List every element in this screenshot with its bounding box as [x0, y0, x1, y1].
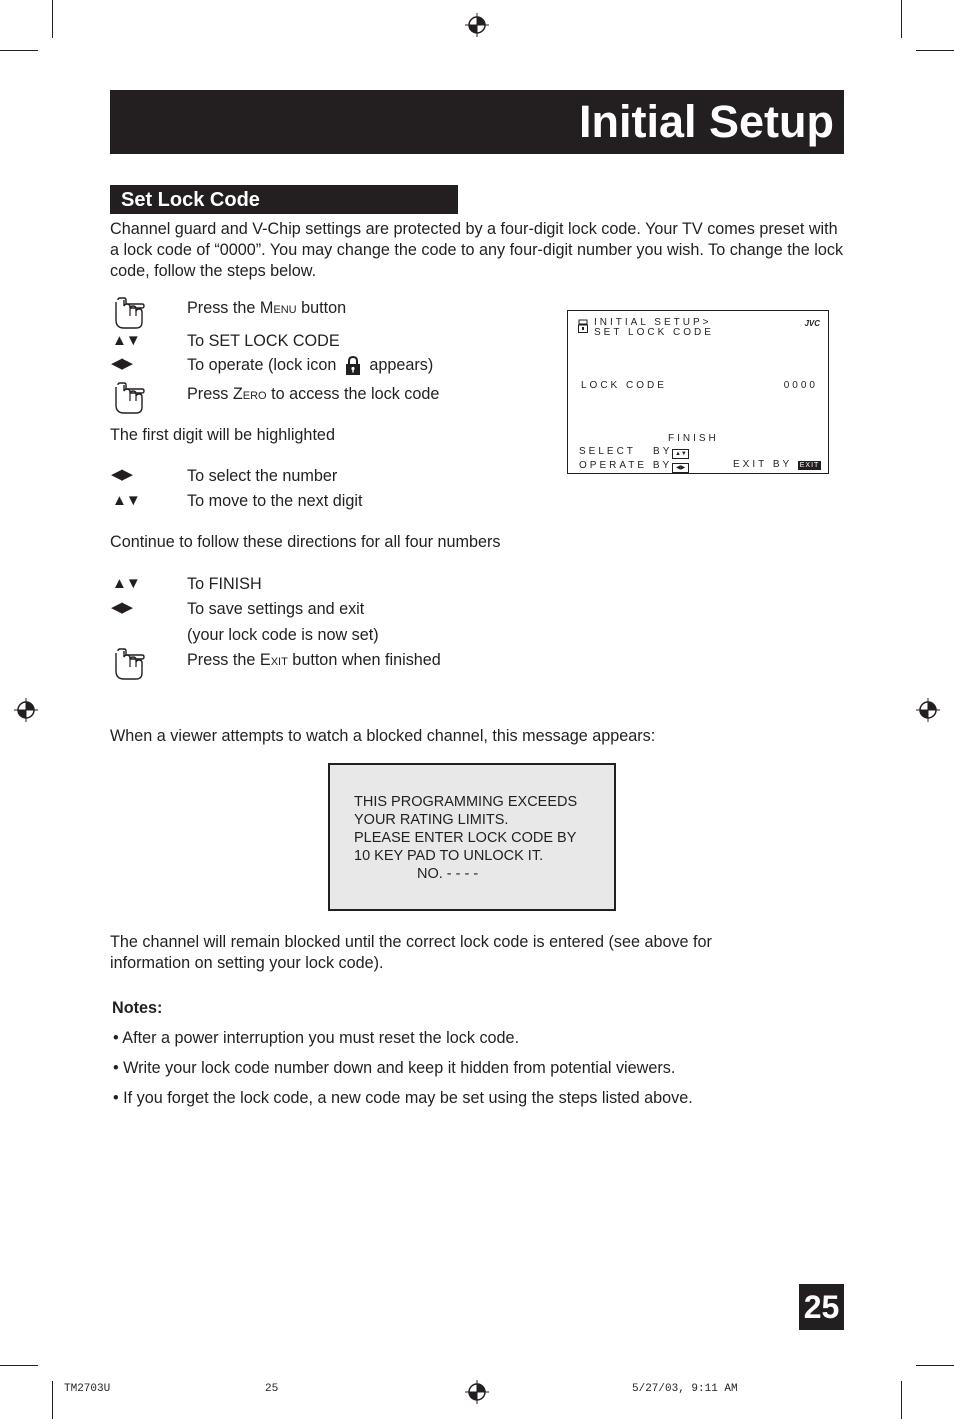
footer-timestamp: 5/27/03, 9:11 AM	[632, 1383, 738, 1395]
page-number: 25	[803, 1289, 840, 1325]
left-right-arrow-icon: ◀▶	[111, 466, 133, 483]
step-next-digit: To move to the next digit	[187, 492, 363, 510]
crop-mark	[901, 1381, 902, 1419]
message-line: YOUR RATING LIMITS.	[354, 812, 509, 828]
registration-mark-icon	[916, 698, 940, 722]
osd-exit-label: EXIT BY	[733, 459, 792, 470]
note-item: • Write your lock code number down and keep it hidden from potential viewers.	[113, 1059, 676, 1077]
step-press-zero	[187, 384, 439, 404]
footer-page: 25	[265, 1383, 279, 1395]
step-press-exit	[187, 650, 441, 670]
crop-mark	[901, 0, 902, 38]
note-item: • If you forget the lock code, a new code may be set using the steps listed above.	[113, 1089, 693, 1107]
registration-mark-icon	[14, 698, 38, 722]
left-right-arrow-icon: ◀▶	[111, 355, 133, 372]
hand-press-icon	[112, 647, 146, 681]
lock-icon	[578, 319, 588, 333]
crop-mark	[916, 50, 954, 51]
step-note: (your lock code is now set)	[187, 626, 379, 644]
up-down-key-icon: ▲▼	[672, 449, 689, 459]
exit-key-icon: EXIT	[799, 462, 820, 469]
step-set-lock-code: To SET LOCK CODE	[187, 332, 340, 350]
left-right-key-icon: ◀▶	[672, 463, 689, 473]
page-number-badge	[799, 1284, 844, 1330]
hand-press-icon	[112, 296, 146, 330]
message-line: 10 KEY PAD TO UNLOCK IT.	[354, 848, 544, 864]
osd-breadcrumb: INITIAL SETUP>	[594, 317, 712, 328]
left-right-arrow-icon: ◀▶	[111, 599, 133, 616]
crop-mark	[52, 1381, 53, 1419]
exit-key-label: Exit	[259, 651, 288, 669]
up-down-arrow-icon: ▲▼	[112, 492, 140, 509]
intro-paragraph: Channel guard and V-Chip settings are protected by a four-digit lock code. Your TV comes preset with a lock code of “0000”. You may change the code to any four-digit number you wish. To change the lock code, follow the steps below.	[110, 220, 844, 280]
footer-file-name: TM2703U	[64, 1383, 111, 1395]
blocked-after-text: The channel will remain blocked until the correct lock code is entered (see above for information on setting your lock code).	[110, 933, 712, 972]
osd-select-row	[579, 446, 689, 459]
up-down-arrow-icon: ▲▼	[112, 575, 140, 592]
registration-mark-icon	[465, 1380, 489, 1404]
notes-title: Notes:	[112, 999, 163, 1017]
step-press-menu	[187, 298, 346, 318]
osd-select-label: SELECT BY	[579, 446, 673, 457]
osd-operate-label: OPERATE BY	[579, 460, 673, 471]
crop-mark	[0, 50, 38, 51]
continue-text: Continue to follow these directions for all four numbers	[110, 533, 501, 551]
step-select-number: To select the number	[187, 467, 338, 485]
step-finish: To FINISH	[187, 575, 262, 593]
menu-key-label: Menu	[259, 299, 297, 317]
lock-icon	[345, 355, 361, 375]
note-item: • After a power interruption you must reset the lock code.	[113, 1029, 520, 1047]
crop-mark	[52, 0, 53, 38]
osd-lock-code-value: 0000	[783, 380, 818, 391]
step-text: to access the lock code	[266, 385, 440, 403]
step-text: Press	[187, 385, 233, 403]
osd-finish: FINISH	[668, 433, 719, 444]
up-down-arrow-icon: ▲▼	[112, 332, 140, 349]
step-save-exit: To save settings and exit	[187, 600, 365, 618]
osd-brand-logo: JVC	[804, 319, 820, 328]
step-text: button when finished	[287, 651, 441, 669]
crop-mark	[916, 1365, 954, 1366]
osd-screen	[567, 310, 829, 474]
hand-press-icon	[112, 381, 146, 415]
registration-mark-icon	[465, 13, 489, 37]
osd-screen-title: SET LOCK CODE	[594, 327, 714, 338]
zero-key-label: Zero	[232, 385, 267, 403]
step-text: button	[296, 299, 347, 317]
step-text: appears)	[364, 356, 434, 374]
section-header	[110, 185, 458, 214]
header-bar	[110, 90, 844, 154]
section-title: Set Lock Code	[121, 189, 260, 211]
step-text: Press the	[187, 651, 260, 669]
blocked-intro-text: When a viewer attempts to watch a blocked channel, this message appears:	[110, 727, 656, 745]
first-digit-text: The first digit will be highlighted	[110, 426, 335, 444]
blocked-message-box	[328, 763, 616, 911]
osd-operate-row	[579, 460, 689, 473]
message-line: THIS PROGRAMMING EXCEEDS	[354, 794, 578, 810]
step-text: Press the	[187, 299, 260, 317]
osd-exit-row	[733, 459, 821, 470]
crop-mark	[0, 1365, 38, 1366]
osd-lock-code-label: LOCK CODE	[581, 380, 667, 391]
step-text: To operate (lock icon	[187, 356, 341, 374]
message-line: NO. - - - -	[417, 866, 479, 882]
step-operate	[187, 355, 433, 375]
message-line: PLEASE ENTER LOCK CODE BY	[354, 830, 577, 846]
page-title: Initial Setup	[578, 96, 834, 147]
